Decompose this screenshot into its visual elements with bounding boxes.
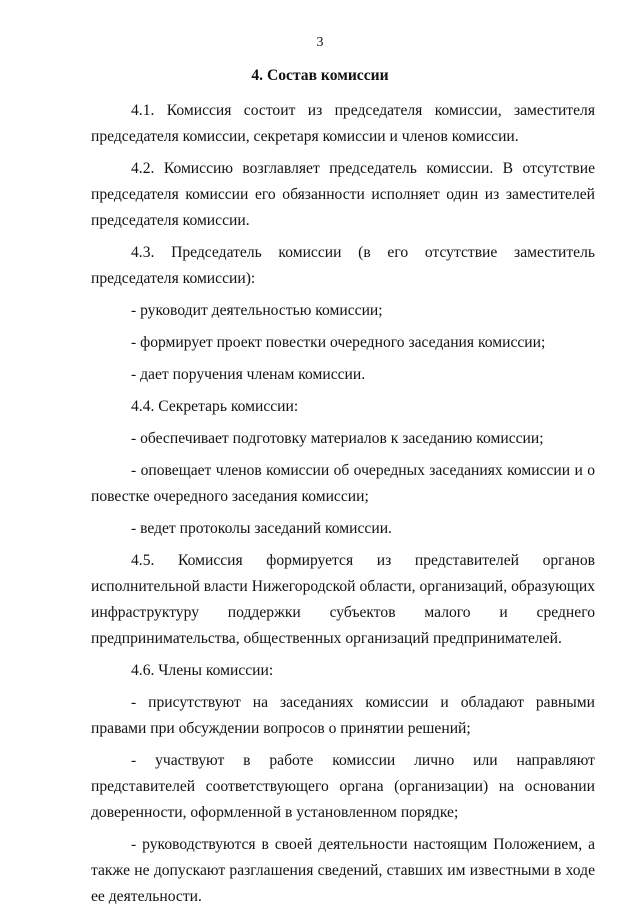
- list-item: - обеспечивает подготовку материалов к заседанию комиссии;: [131, 430, 544, 447]
- section-title: 4. Состав комиссии: [251, 67, 389, 84]
- list-item: - оповещает членов комиссии об очередных заседаниях комиссии и о повестке очередного заседания комиссии;: [91, 462, 595, 505]
- list-item: - участвуют в работе комиссии лично или направляют представителей соответствующего органа (организации) на основании доверенности, оформленной в установленном порядке;: [91, 752, 595, 821]
- list-item: - присутствуют на заседаниях комиссии и обладают равными правами при обсуждении вопросов о принятии решений;: [91, 694, 595, 737]
- paragraph-4-2: 4.2. Комиссию возглавляет председатель комиссии. В отсутствие председателя комиссии его обязанности исполняет один из заместителей председателя комиссии.: [91, 160, 595, 229]
- list-item: - дает поручения членам комиссии.: [131, 366, 366, 383]
- list-item: - руководит деятельностью комиссии;: [131, 302, 383, 319]
- list-item: - ведет протоколы заседаний комиссии.: [131, 520, 392, 537]
- paragraph-4-6: 4.6. Члены комиссии:: [131, 662, 274, 679]
- section-body: [91, 98, 595, 916]
- paragraph-4-4: 4.4. Секретарь комиссии:: [131, 398, 299, 415]
- paragraph-4-5: 4.5. Комиссия формируется из представителей органов исполнительной власти Нижегородской области, организаций, образующих инфраструктуру поддержки субъектов малого и среднего предпринимательства, общественных организаций предпринимателей.: [91, 552, 595, 647]
- list-item: - руководствуются в своей деятельности настоящим Положением, а также не допускают разглашения сведений, ставших им известными в ходе ее деятельности.: [91, 836, 595, 905]
- paragraph-4-3: 4.3. Председатель комиссии (в его отсутствие заместитель председателя комиссии):: [91, 244, 595, 287]
- paragraph-4-1: 4.1. Комиссия состоит из председателя комиссии, заместителя председателя комиссии, секретаря комиссии и членов комиссии.: [91, 102, 595, 145]
- page-number: 3: [316, 35, 324, 50]
- list-item: - формирует проект повестки очередного заседания комиссии;: [131, 334, 546, 351]
